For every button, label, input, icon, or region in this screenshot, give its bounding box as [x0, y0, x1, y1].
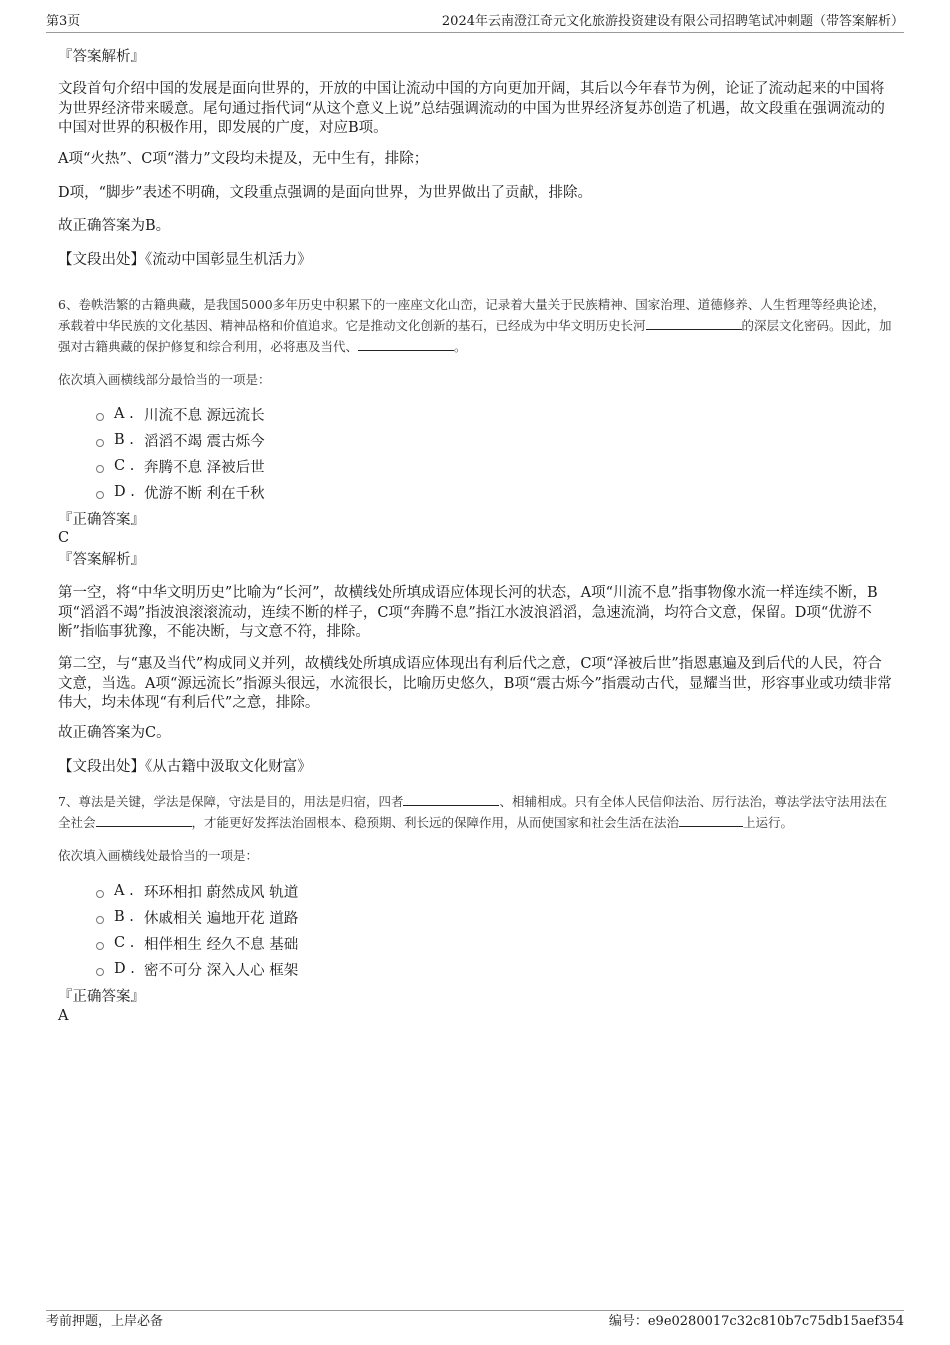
q6-prompt: 依次填入画横线部分最恰当的一项是：	[58, 372, 271, 387]
q7-answer-heading: 『正确答案』	[58, 989, 145, 1005]
option-letter: C .	[114, 935, 135, 951]
radio-icon[interactable]	[96, 890, 104, 898]
document-title: 2024年云南澄江奇元文化旅游投资建设有限公司招聘笔试冲刺题（带答案解析）	[441, 14, 904, 29]
page-footer	[46, 1310, 904, 1333]
q7-stem-text-3: ，才能更好发挥法治固根本、稳预期、利长远的保障作用，从而使国家和社会生活在法治	[191, 815, 680, 830]
q7-stem-text-4: 上运行。	[743, 815, 794, 830]
radio-icon[interactable]	[96, 413, 104, 421]
q6-stem-text-2: 的深层文化密码。因此，加强对古籍典藏的保护修复和综合利用，必将惠及当代、	[58, 318, 892, 354]
radio-icon[interactable]	[96, 916, 104, 924]
q6-conclusion: 故正确答案为C。	[58, 725, 171, 741]
radio-icon[interactable]	[96, 439, 104, 447]
q5-analysis-paragraph-3: D项，“脚步”表述不明确，文段重点强调的是面向世界，为世界做出了贡献，排除。	[58, 185, 592, 201]
q6-option-c[interactable]	[96, 453, 265, 479]
q6-blank-2	[358, 337, 454, 351]
q7-stem-text-1: 7、尊法是关键，学法是保障，守法是目的，用法是归宿，四者	[58, 794, 404, 809]
q6-analysis-paragraph-2: 第二空，与“惠及当代”构成同义并列，故横线处所填成语应体现出有利后代之意，C项“泽被后世”指恩惠遍及到后代的人民，符合文意，当选。A项“源远流长”指源头很远，水流很长，比喻历史悠久，B项“震古烁今”指震动古代，显耀当世，形容事业或功绩非常伟大，均未体现“有利后代”之意，排除。	[58, 656, 892, 711]
q7-stem	[58, 791, 894, 833]
q7-option-d[interactable]	[96, 956, 298, 982]
radio-icon[interactable]	[96, 491, 104, 499]
radio-icon[interactable]	[96, 465, 104, 473]
q7-option-b[interactable]	[96, 904, 298, 930]
q7-option-c[interactable]	[96, 930, 298, 956]
q7-blank-3	[679, 813, 743, 827]
q6-option-d[interactable]	[96, 479, 265, 505]
option-text: 休戚相关 遍地开花 道路	[144, 910, 299, 927]
page-number: 第3页	[46, 14, 81, 29]
option-text: 奔腾不息 泽被后世	[144, 459, 265, 476]
option-letter: A .	[114, 883, 134, 899]
option-text: 川流不息 源远流长	[144, 407, 265, 424]
q7-stem-text-2: 、相辅相成。只有全体人民信仰法治、厉行法治，尊法学法守法用法在全社会	[58, 794, 887, 830]
option-letter: B .	[114, 432, 134, 448]
q6-analysis-paragraph-1: 第一空，将“中华文明历史”比喻为“长河”，故横线处所填成语应体现长河的状态，A项“川流不息”指事物像水流一样连续不断，B项“滔滔不竭”指波浪滚滚流动，连续不断的样子，C项“奔腾不息”指江水波浪滔滔，急速流淌，均符合文意，保留。D项“优游不断”指临事犹豫，不能决断，与文意不符，排除。	[58, 585, 878, 640]
q5-analysis-heading: 『答案解析』	[58, 49, 145, 65]
q7-options	[96, 878, 298, 982]
option-text: 滔滔不竭 震古烁今	[144, 433, 265, 450]
option-letter: A .	[114, 406, 134, 422]
option-letter: C .	[114, 458, 135, 474]
option-text: 密不可分 深入人心 框架	[144, 962, 299, 979]
footer-code	[609, 1313, 904, 1331]
q7-option-a[interactable]	[96, 878, 298, 904]
option-letter: B .	[114, 909, 134, 925]
page-header	[46, 14, 904, 33]
q6-blank-1	[646, 316, 742, 330]
footer-slogan: 考前押题，上岸必备	[46, 1314, 164, 1329]
q6-options	[96, 401, 265, 505]
q5-source: 【文段出处】《流动中国彰显生机活力》	[58, 252, 312, 268]
q7-blank-1	[403, 792, 499, 806]
q6-analysis-heading: 『答案解析』	[58, 552, 145, 568]
q5-analysis-paragraph-1: 文段首句介绍中国的发展是面向世界的，开放的中国让流动中国的方向更加开阔，其后以今年春节为例，论证了流动起来的中国将为世界经济带来暖意。尾句通过指代词“从这个意义上说”总结强调流动的中国为世界经济复苏创造了机遇，故文段重在强调流动的中国对世界的积极作用，即发展的广度，对应B项。	[58, 81, 885, 136]
q6-stem-text-3: 。	[454, 339, 467, 354]
option-letter: D .	[114, 484, 135, 500]
q6-answer: C	[58, 530, 70, 546]
footer-code-value: e9e0280017c32c810b7c75db15aef354	[647, 1314, 904, 1329]
q6-option-b[interactable]	[96, 427, 265, 453]
q6-option-a[interactable]	[96, 401, 265, 427]
option-text: 环环相扣 蔚然成风 轨道	[144, 884, 299, 901]
footer-code-label: 编号：	[608, 1314, 648, 1329]
radio-icon[interactable]	[96, 968, 104, 976]
option-text: 优游不断 利在千秋	[144, 485, 265, 502]
q7-prompt: 依次填入画横线处最恰当的一项是：	[58, 848, 259, 863]
option-letter: D .	[114, 961, 135, 977]
q6-stem	[58, 294, 894, 357]
q5-conclusion: 故正确答案为B。	[58, 218, 171, 234]
q7-blank-2	[96, 813, 192, 827]
q7-answer: A	[58, 1008, 69, 1024]
q6-answer-heading: 『正确答案』	[58, 512, 145, 528]
option-text: 相伴相生 经久不息 基础	[144, 936, 299, 953]
q6-source: 【文段出处】《从古籍中汲取文化财富》	[58, 759, 312, 775]
q6-stem-text-1: 6、卷帙浩繁的古籍典藏，是我国5000多年历史中积累下的一座座文化山峦，记录着大量关于民族精神、国家治理、道德修养、人生哲理等经典论述，承载着中华民族的文化基因、精神品格和价值追求。它是推动文化创新的基石，已经成为中华文明历史长河	[58, 297, 886, 333]
q5-analysis-paragraph-2: A项“火热”、C项“潜力”文段均未提及，无中生有，排除；	[58, 151, 429, 167]
radio-icon[interactable]	[96, 942, 104, 950]
